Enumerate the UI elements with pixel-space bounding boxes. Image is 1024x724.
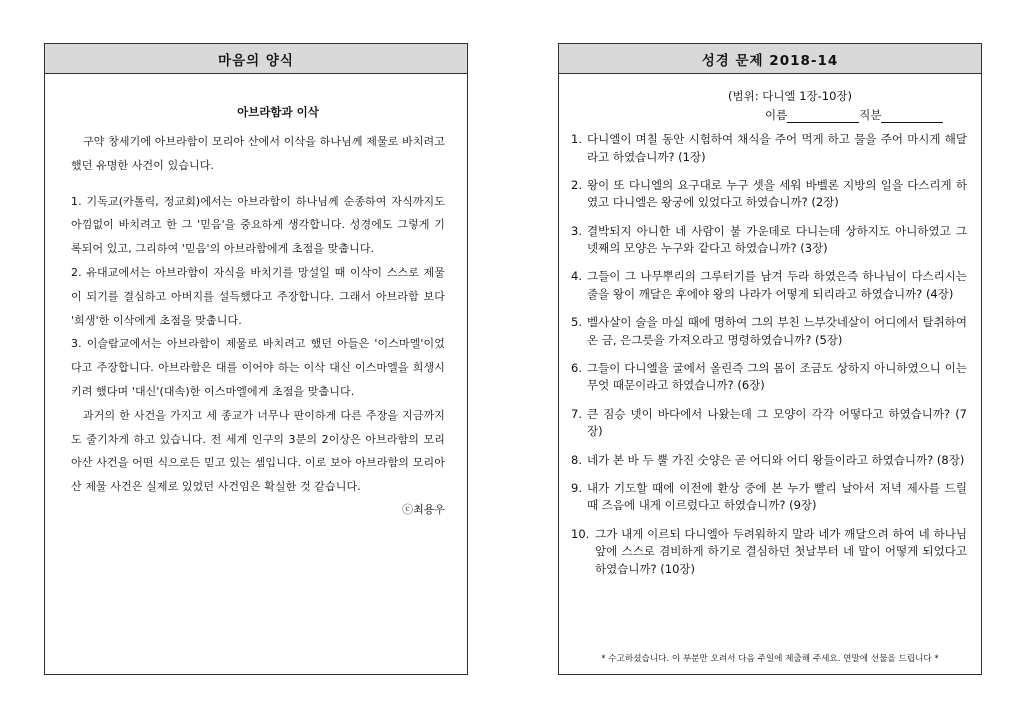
question-item bbox=[571, 406, 967, 441]
question-text: 왕이 또 다니엘의 요구대로 누구 셋을 세워 바벨론 지방의 일을 다스리게 하였고 다니엘은 왕궁에 있었다고 하였습니까? (2장) bbox=[587, 177, 967, 210]
quiz-range: (범위: 다니엘 1장-10장) bbox=[727, 89, 853, 103]
question-item bbox=[571, 177, 967, 212]
question-text: 네가 본 바 두 뿔 가진 숫양은 곧 어디와 어디 왕들이라고 하였습니까? (8장) bbox=[587, 452, 965, 467]
question-number: 6. bbox=[571, 360, 582, 375]
question-number: 9. bbox=[571, 480, 582, 495]
essay-paragraph-judaism: 2. 유대교에서는 아브라함이 자식을 바치기를 망설일 때 이삭이 스스로 제물이 되기를 결심하고 아버지를 설득했다고 주장합니다. 그래서 아브라함 보다 '희생'한 이삭에게 초점을 맞춥니다. bbox=[71, 265, 445, 327]
question-number: 5. bbox=[571, 315, 582, 330]
question-text: 다니엘이 며칠 동안 시험하여 채식을 주어 먹게 하고 물을 주어 마시게 해달라고 하였습니까? (1장) bbox=[587, 132, 967, 164]
question-item bbox=[571, 526, 967, 579]
question-text: 큰 짐승 넷이 바다에서 나왔는데 그 모양이 각각 어떻다고 하였습니까? (7장) bbox=[587, 406, 967, 439]
question-item bbox=[571, 223, 967, 258]
essay-paragraph-islam: 3. 이슬람교에서는 아브라함이 제물로 바치려고 했던 아들은 '이스마엘'이었다고 주장합니다. 아브라함은 대를 이어야 하는 이삭 대신 이스마엘을 희생시키려 했다며 '대신'(대속)한 이스마엘에게 초점을 맞춥니다. bbox=[71, 337, 445, 398]
name-label: 이름 bbox=[765, 108, 788, 122]
essay-signature: ⓒ최용우 bbox=[402, 502, 445, 516]
footer-note: * 수고하셨습니다. 이 부분만 오려서 다음 주일에 제출해 주세요. 연말에 선물을 드립니다 * bbox=[601, 654, 939, 664]
question-item bbox=[571, 268, 967, 303]
question-item bbox=[571, 480, 967, 515]
question-number: 3. bbox=[571, 223, 582, 238]
question-text: 결박되지 아니한 네 사람이 불 가운데로 다니는데 상하지도 아니하였고 그 넷째의 모양은 누구와 같다고 하였습니까? (3장) bbox=[587, 223, 967, 256]
essay-panel bbox=[44, 43, 468, 675]
question-text: 그들이 다니엘을 굴에서 올린즉 그의 몸이 조금도 상하지 아니하였으니 이는 무엇 때문이라고 하였습니까? (6장) bbox=[587, 360, 967, 393]
name-position-line bbox=[559, 107, 981, 123]
question-number: 2. bbox=[571, 177, 582, 192]
question-number: 8. bbox=[571, 452, 582, 467]
quiz-panel-header: 성경 문제 2018-14 bbox=[559, 44, 981, 74]
question-number: 10. bbox=[571, 526, 590, 541]
essay-body bbox=[71, 104, 445, 517]
essay-paragraph-intro: 구약 창세기에 아브라함이 모리아 산에서 이삭을 하나님께 제물로 바치려고 했던 유명한 사건이 있습니다. bbox=[71, 135, 445, 172]
essay-paragraph-conclusion: 과거의 한 사건을 가지고 세 종교가 너무나 판이하게 다른 주장을 지금까지도 줄기차게 하고 있습니다. 전 세계 인구의 3분의 2이상은 아브라함의 모리아산 사건을 어떤 식으로든 믿고 있는 셈입니다. 이로 보아 아브라함의 모리아산 제물 사건은 실제로 있었던 사건임은 확실한 것 같습니다. bbox=[71, 408, 445, 494]
question-text: 그들이 그 나무뿌리의 그루터기를 남겨 두라 하였은즉 하나님이 다스리시는 줄을 왕이 깨달은 후에야 왕의 나라가 어떻게 되리라고 하였습니까? (4장) bbox=[587, 269, 967, 301]
question-item bbox=[571, 131, 967, 166]
question-item bbox=[571, 452, 967, 470]
position-blank[interactable] bbox=[881, 110, 943, 123]
question-item bbox=[571, 360, 967, 395]
question-number: 1. bbox=[571, 132, 582, 146]
essay-title: 아브라함과 이삭 bbox=[237, 105, 319, 119]
question-text: 내가 기도할 때에 이전에 환상 중에 본 누가 빨리 날아서 저녁 제사를 드릴 때 즈음에 내게 이르렀다고 하였습니까? (9장) bbox=[587, 480, 967, 513]
essay-paragraph-christianity: 1. 기독교(카톨릭, 정교회)에서는 아브라함이 하나님께 순종하여 자식까지도 아낌없이 바치려고 한 그 '믿음'을 중요하게 생각합니다. 성경에도 그렇게 기록되어 있고, 그리하여 '믿음'의 아브라함에게 초점을 맞춥니다. bbox=[71, 194, 445, 256]
name-blank[interactable] bbox=[787, 110, 859, 123]
quiz-panel bbox=[558, 43, 982, 675]
question-text: 벨사살이 술을 마실 때에 명하여 그의 부친 느부갓네살이 어디에서 탈취하여 온 금, 은그릇을 가져오라고 명령하였습니까? (5장) bbox=[587, 315, 967, 347]
question-item bbox=[571, 314, 967, 349]
position-label: 직분 bbox=[859, 108, 882, 122]
question-list bbox=[571, 131, 967, 589]
question-text: 그가 내게 이르되 다니엘아 두려워하지 말라 네가 깨달으려 하여 네 하나님 앞에 스스로 겸비하게 하기로 결심하던 첫날부터 네 말이 어떻게 되었다고 하였습니까? (10장) bbox=[595, 526, 967, 576]
question-number: 7. bbox=[571, 406, 582, 421]
essay-panel-header: 마음의 양식 bbox=[45, 44, 467, 74]
question-number: 4. bbox=[571, 269, 582, 284]
